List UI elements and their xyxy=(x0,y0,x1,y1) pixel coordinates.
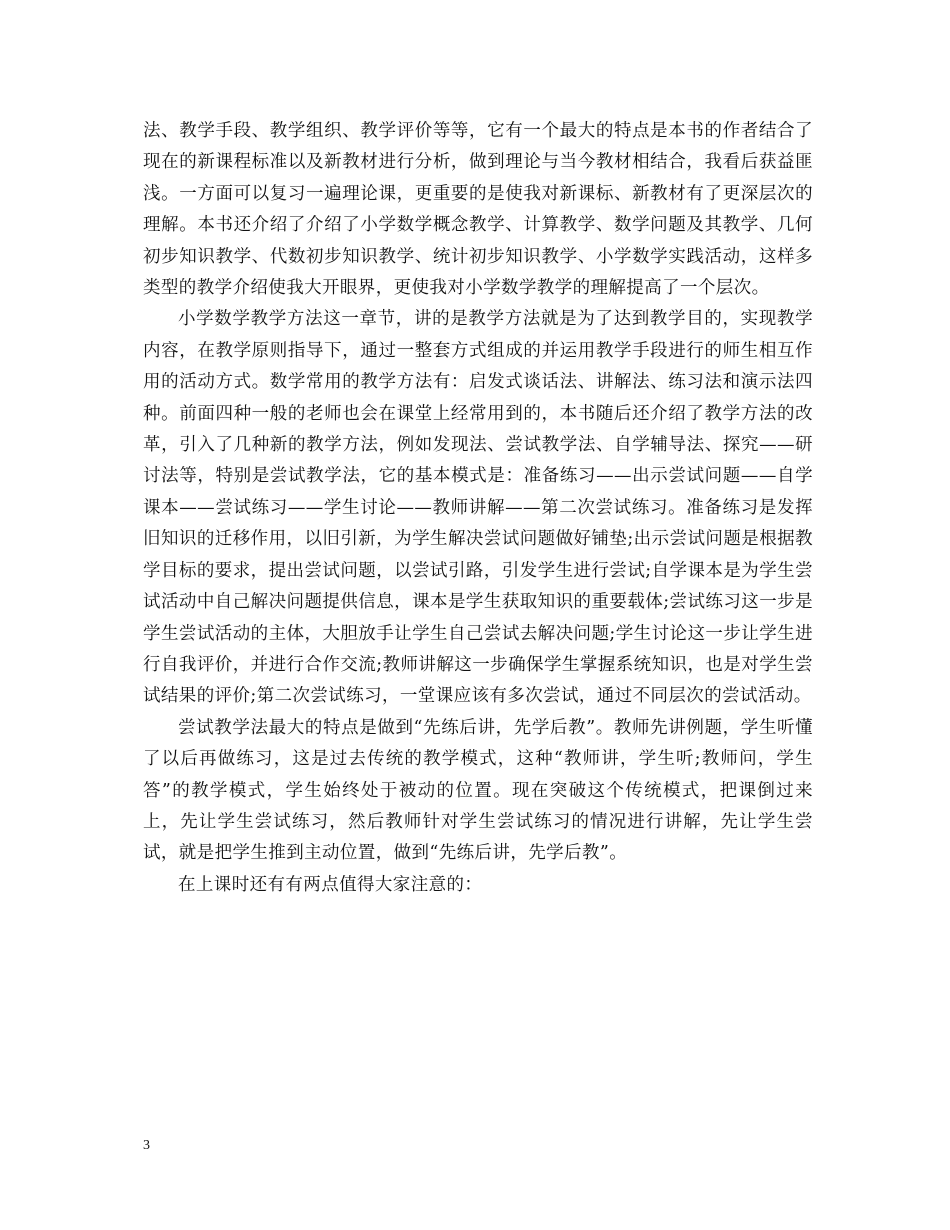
paragraph-continued: 法、教学手段、教学组织、教学评价等等，它有一个最大的特点是本书的作者结合了现在的新课程标准以及新教材进行分析，做到理论与当今教材相结合，我看后获益匪浅。一方面可以复习一遍理论课，更重要的是使我对新课标、新教材有了更深层次的理解。本书还介绍了介绍了小学数学概念教学、计算教学、数学问题及其教学、几何初步知识教学、代数初步知识教学、统计初步知识教学、小学数学实践活动，这样多类型的教学介绍使我大开眼界，更使我对小学数学教学的理解提高了一个层次。 xyxy=(143,121,813,299)
paragraph-two-points: 在上课时还有有两点值得大家注意的： xyxy=(178,874,483,895)
paragraph-teaching-methods: 小学数学教学方法这一章节，讲的是教学方法就是为了达到教学目的，实现教学内容，在教学原则指导下，通过一整套方式组成的并运用教学手段进行的师生相互作用的活动方式。数学常用的教学方法有：启发式谈话法、讲解法、练习法和演示法四种。前面四种一般的老师也会在课堂上经常用到的，本书随后还介绍了教学方法的改革，引入了几种新的教学方法，例如发现法、尝试教学法、自学辅导法、探究——研讨法等，特别是尝试教学法，它的基本模式是：准备练习——出示尝试问题——自学课本——尝试练习——学生讨论——教师讲解——第二次尝试练习。准备练习是发挥旧知识的迁移作用，以旧引新，为学生解决尝试问题做好铺垫;出示尝试问题是根据教学目标的要求，提出尝试问题，以尝试引路，引发学生进行尝试;自学课本是为学生尝试活动中自己解决问题提供信息，课本是学生获取知识的重要载体;尝试练习这一步是学生尝试活动的主体，大胆放手让学生自己尝试去解决问题;学生讨论这一步让学生进行自我评价，并进行合作交流;教师讲解这一步确保学生掌握系统知识，也是对学生尝试结果的评价;第二次尝试练习，一堂课应该有多次尝试，通过不同层次的尝试活动。 xyxy=(143,309,813,707)
page-number: 3 xyxy=(143,1138,150,1153)
paragraph-trial-teaching: 尝试教学法最大的特点是做到“先练后讲，先学后教”。教师先讲例题，学生听懂了以后再做练习，这是过去传统的教学模式，这种“教师讲，学生听;教师问，学生答”的教学模式，学生始终处于被动的位置。现在突破这个传统模式，把课倒过来上，先让学生尝试练习，然后教师针对学生尝试练习的情况进行讲解，先让学生尝试，就是把学生推到主动位置，做到“先练后讲，先学后教”。 xyxy=(143,717,813,864)
body-text xyxy=(143,116,813,901)
